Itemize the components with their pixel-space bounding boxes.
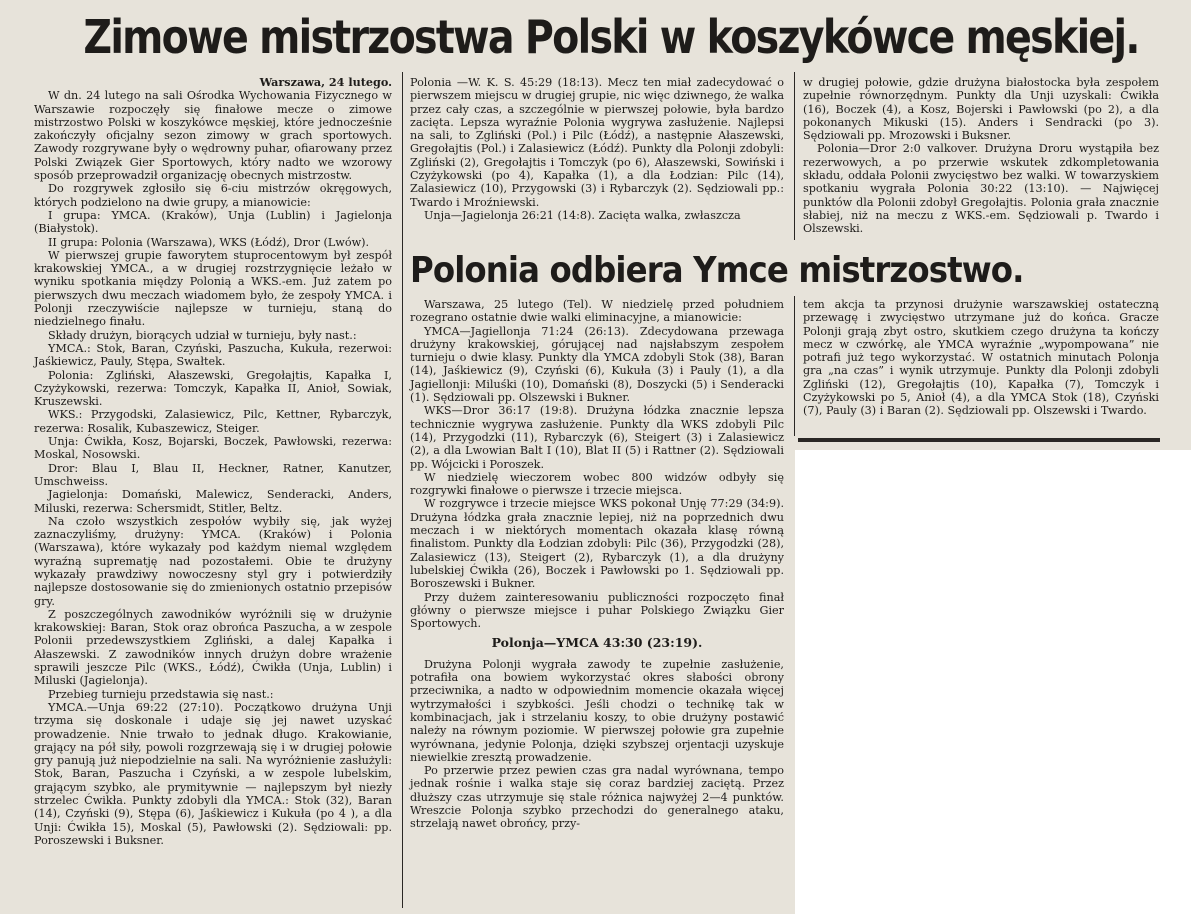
paragraph: YMCA—Jagiellonja 71:24 (26:13). Zdecydowana przewaga drużyny krakowskiej, górującej nad najsłabszym zespołem turnieju o dwie klasy. Punkty dla YMCA zdobyli Stok (38), Baran (14), Jaśkiewicz (9), Czyński (6), Kukuła (3) i Pauly (1), a dla Jagiellonji: Miluśki (10), Domański (8), Doszycki (5) i Senderacki (1). Sędziowali pp. Olszewski i Bukner. [410,324,784,405]
paragraph: Po przerwie przez pewien czas gra nadal wyrównana, tempo jednak rośnie i walka staje się coraz bardziej zaciętą. Przez dłuższy czas utrzymuje się stale różnica najwyżej 2—4 punktów. Wreszcie Polonja szybko przechodzi do generalnego ataku, strzelają nawet obrońcy, przy- [410,764,784,831]
second-article-column-3 [803,298,1159,418]
paragraph: YMCA.: Stok, Baran, Czyński, Paszucha, Kukuła, rezerwoi: Jaśkiewicz, Pauly, Stępa, Swałtek. [34,341,392,369]
paragraph: Warszawa, 25 lutego (Tel). W niedzielę przed południem rozegrano ostatnie dwie walki eliminacyjne, a mianowicie: [410,298,784,325]
column-3-body [803,76,1159,236]
column-divider [794,72,795,240]
paragraph: Przy dużem zainteresowaniu publiczności rozpoczęto finał główny o pierwsze miejsce i puhar Polskiego Związku Gier Sportowych. [410,590,784,631]
paragraph: Polonia: Zgliński, Ałaszewski, Gregołajtis, Kapałka I, Czyżykowski, rezerwa: Tomczyk, Kapałka II, Anioł, Sowiak, Kruszewski. [34,368,392,409]
column-2-body [410,76,784,222]
paragraph: Dror: Blau I, Blau II, Heckner, Ratner, Kanutzer, Umschweiss. [34,461,392,488]
paragraph: WKS—Dror 36:17 (19:8). Drużyna łódzka znacznie lepsza technicznie wygrywa zasłużenie. Punkty dla WKS zdobyli Pilc (14), Przygodzki (11), Rybarczyk (6), Steigert (3) i Zalasiewicz (2), a dla Lwowian Balt I (10), Blat II (5) i Rattner (2). Sędziowali pp. Wójcicki i Poroszek. [410,404,784,471]
paragraph: W niedzielę wieczorem wobec 800 widzów odbyły się rozgrywki finałowe o pierwsze i trzecie miejsca. [410,470,784,498]
second-column-2-body [410,298,784,831]
column-divider [402,72,403,908]
second-column-3-body [803,298,1159,418]
end-rule [798,438,1160,442]
paragraph: I grupa: YMCA. (Kraków), Unja (Lublin) i Jagielonja (Białystok). [34,208,392,236]
paragraph: Składy drużyn, biorących udział w turnieju, były nast.: [48,328,357,342]
column-divider [794,296,795,436]
paragraph: Przebieg turnieju przedstawia się nast.: [48,687,274,701]
article-column-2 [410,76,784,222]
paragraph: Drużyna Polonji wygrała zawody te zupełnie zasłużenie, potrafiła ona bowiem wykorzystać okres słabości obrony przeciwnika, a nadto w odpowiednim momencie okazała więcej wytrzymałości i szybkości. Jeśli chodzi o technikę tak w kombinacjach, jak i strzelaniu koszy, to obie drużyny postawić należy na równym poziomie. W pierwszej połowie gra zupełnie wyrównana, jedynie Polonja, dzięki szybszej orjentacji uzyskuje niewielkie zresztą prowadzenie. [410,657,784,764]
paragraph: YMCA.—Unja 69:22 (27:10). Początkowo drużyna Unji trzyma się doskonale i udaje się jej nawet uzyskać prowadzenie. Nnie trwało to jednak długo. Krakowianie, grający na pół siły, powoli rozgrzewają się i w drugiej połowie gry panują już niepodzielnie na sali. Na wyróżnienie zasłużyli: Stok, Baran, Paszucha i Czyński, a w zespole lubelskim, grającym szybko, ale prymitywnie — najlepszym był niezły strzelec Ćwikła. Punkty zdobyli dla YMCA.: Stok (32), Baran (14), Czyński (9), Stępa (6), Jaśkiewicz i Kukuła (po 4 ), a dla Unji: Ćwikła 15), Moskal (5), Pawłowski (2). Sędziowali: pp. Poroszewski i Buksner. [34,700,392,847]
paragraph: W pierwszej grupie faworytem stuprocentowym był zespół krakowskiej YMCA., a w drugiej rozstrzygnięcie leżało w wyniku spotkania między Polonią a WKS.-em. Już zatem po pierwszych dwu meczach wiadomem było, że zespoły YMCA. i Polonji rzeczywiście najlepsze w turnieju, staną do niedzielnego finału. [34,248,392,329]
article-column-3 [803,76,1159,236]
article-headline: Zimowe mistrzostwa Polski w koszykówce męskiej. [83,10,1139,64]
paragraph: w drugiej połowie, gdzie drużyna białostocka była zespołem zupełnie równorzędnym. Punkty dla Unji uzyskali: Ćwikła (16), Boczek (4), a Kosz, Bojerski i Pawłowski (po 2), a dla pokonanych Mikuski (15). Anders i Sendracki (po 3). Sędziowali pp. Mrozowski i Buksner. [803,76,1159,143]
paragraph: tem akcja ta przynosi drużynie warszawskiej ostateczną przewagę i zwycięstwo utrzymane już do końca. Gracze Polonji grają zbyt ostro, skutkiem czego drużyna ta kończy mecz w czwórkę, ale YMCA wyraźnie „wypompowana” nie potrafi już tego wykorzystać. W ostatnich minutach Polonja gra „na czas” i wynik utrzymuje. Punkty dla Polonji zdobyli Zgliński (12), Gregołajtis (10), Kapałka (7), Tomczyk i Czyżykowski po 5, Anioł (4), a dla YMCA Stok (18), Czyński (7), Pauly (3) i Baran (2). Sędziowali pp. Olszewski i Twardo. [803,298,1159,418]
paragraph: W rozgrywce i trzecie miejsce WKS pokonał Unję 77:29 (34:9). Drużyna łódzka grała znacznie lepiej, niż na poprzednich dwu meczach i w niektórych momentach okazała klasę równą finalistom. Punkty dla Łodzian zdobyli: Pilc (36), Przygodzki (28), Zalasiewicz (13), Steigert (2), Rybarczyk (1), a dla drużyny lubelskiej Ćwikła (26), Boczek i Pawłowski po 1. Sędziowali pp. Boroszewski i Bukner. [410,497,784,591]
paragraph: W dn. 24 lutego na sali Ośrodka Wychowania Fizycznego w Warszawie rozpoczęły się finałowe mecze o zimowe mistrzostwo Polski w koszykówce męskiej, które jednocześnie zakończyły oficjalny sezon zimowy w grach sportowych. Zawody rozgrywane były o wędrowny puhar, ofiarowany przez Polski Związek Gier Sportowych, który nadto we wzorowy sposób przeprowadził organizację obecnych mistrzostw. [34,89,392,183]
paragraph: Polonia —W. K. S. 45:29 (18:13). Mecz ten miał zadecydować o pierwszem miejscu w drugiej grupie, nic więc dziwnego, że walka przez cały czas, a szczególnie w pierwszej połowie, była bardzo zacięta. Lepsza wyraźnie Polonia wygrywa zasłużenie. Najlepsi na sali, to Zgliński (Pol.) i Pilc (Łódź), a następnie Ałaszewski, Gregołajtis (Pol.) i Zalasiewicz (Łódź). Punkty dla Polonji zdobyli: Zgliński (2), Gregołajtis i Tomczyk (po 6), Ałaszewski, Sowiński i Czyżykowski (po 4), Kapałka (1), a dla Łodzian: Pilc (14), Zalasiewicz (10), Przygowski (3) i Rybarczyk (2). Sędziowali pp.: Twardo i Mroźniewski. [410,76,784,209]
paragraph: Unja—Jagielonja 26:21 (14:8). Zacięta walka, zwłaszcza [424,208,741,222]
paragraph: Jagielonja: Domański, Malewicz, Senderacki, Anders, Miluski, rezerwa: Schersmidt, Stitler, Beltz. [34,488,392,515]
paragraph: Polonja—YMCA 43:30 (23:19). [491,635,703,651]
column-1-body [34,89,392,847]
second-article-headline: Polonia odbiera Ymce mistrzostwo. [410,250,1024,291]
dateline: Warszawa, 24 lutego. [259,75,392,89]
paragraph: Do rozgrywek zgłosiło się 6-ciu mistrzów okręgowych, których podzielono na dwie grupy, a mianowicie: [34,182,392,209]
paragraph: WKS.: Przygodski, Zalasiewicz, Pilc, Kettner, Rybarczyk, rezerwa: Rosalik, Kubaszewicz, Steiger. [34,408,392,435]
paragraph: Polonia—Dror 2:0 valkover. Drużyna Droru wystąpiła bez rezerwowych, a po przerwie wskutek zdkompletowania składu, oddała Polonii zwycięstwo bez walki. W towarzyskiem spotkaniu wygrała Polonia 30:22 (13:10). — Najwięcej punktów dla Polonii zdobył Gregołajtis. Polonia grała znacznie słabiej, niż na meczu z WKS.-em. Sędziowali p. Twardo i Olszewski. [803,142,1159,236]
article-column-1 [34,76,392,847]
paragraph: Na czoło wszystkich zespołów wybiły się, jak wyżej zaznaczyliśmy, drużyny: YMCA. (Kraków) i Polonia (Warszawa), które wykazały pod każdym niemal względem wyraźną suprematję nad pozostałemi. Obie te drużyny wykazały prawdziwy nowoczesny styl gry i potwierdziły najlepsze dostosowanie się do zmienionych ostatnio przepisów gry. [34,514,392,608]
paragraph: Z poszczególnych zawodników wyróżnili się w drużynie krakowskiej: Baran, Stok oraz obrońca Paszucha, a w zespole Polonii przedewszystkiem Zgliński, a dalej Kapałka i Ałaszewski. Z zawodników innych drużyn dobre wrażenie sprawili jeszcze Pilc (WKS., Łódź), Ćwikła (Unja, Lublin) i Miluski (Jagielonja). [34,607,392,688]
paragraph: Unja: Ćwikła, Kosz, Bojarski, Boczek, Pawłowski, rezerwa: Moskal, Nosowski. [34,435,392,462]
second-article-column-2 [410,298,784,831]
paragraph: II grupa: Polonia (Warszawa), WKS (Łódź), Dror (Lwów). [48,235,370,249]
